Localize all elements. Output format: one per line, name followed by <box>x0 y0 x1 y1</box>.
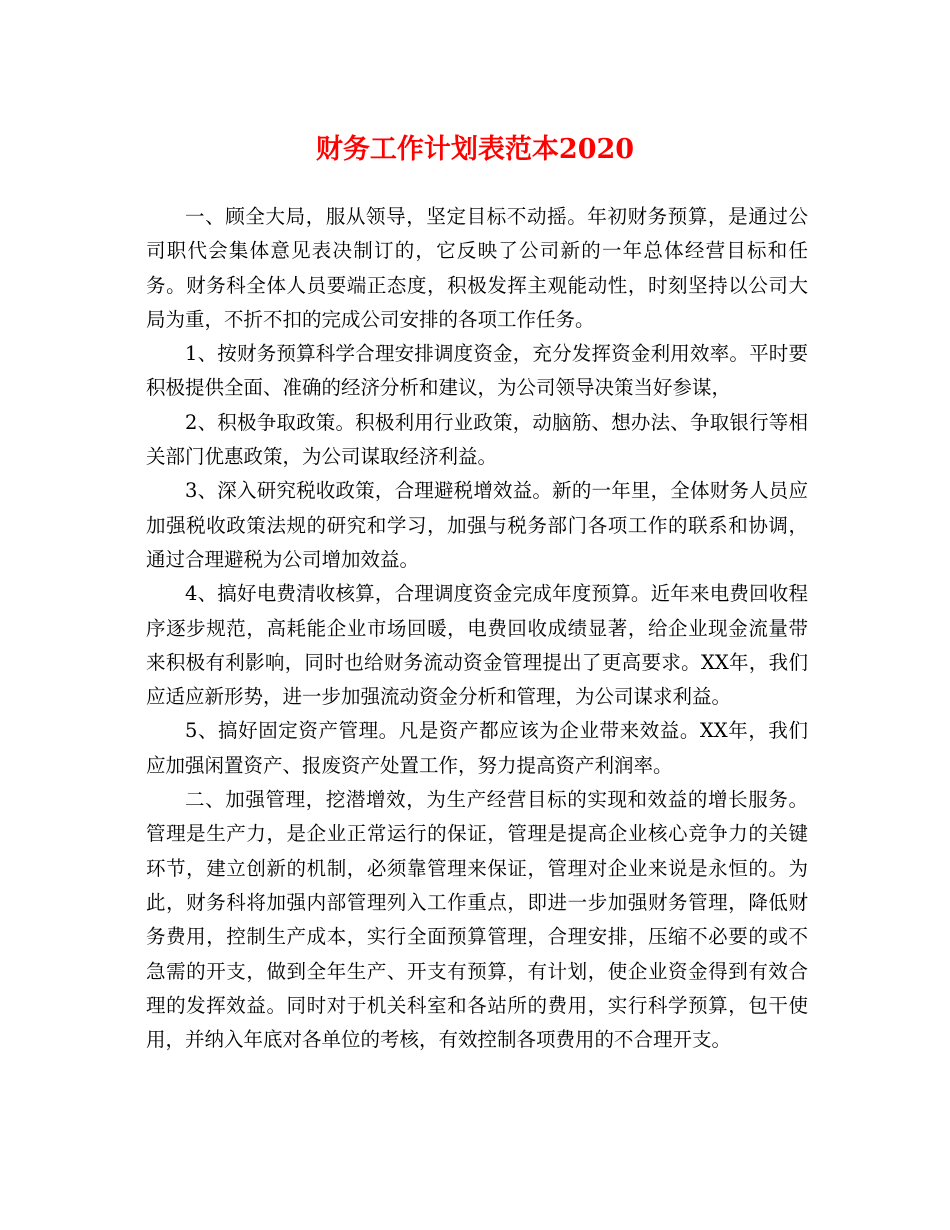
paragraph-item-5: 5、搞好固定资产管理。凡是资产都应该为企业带来效益。XX年，我们应加强闲置资产、报废资产处置工作，努力提高资产利润率。 <box>146 719 808 777</box>
paragraph-item-2: 2、积极争取政策。积极利用行业政策，动脑筋、想办法、争取银行等相关部门优惠政策，为公司谋取经济利益。 <box>146 410 808 469</box>
paragraph-management: 二、加强管理，挖潜增效，为生产经营目标的实现和效益的增长服务。管理是生产力，是企业正常运行的保证，管理是提高企业核心竞争力的关键环节，建立创新的机制，必须靠管理来保证，管理对企业来说是永恒的。为此，财务科将加强内部管理列入工作重点，即进一步加强财务管理，降低财务费用，控制生产成本，实行全面预算管理，合理安排，压缩不必要的或不急需的开支，做到全年生产、开支有预算，有计划，使企业资金得到有效合理的发挥效益。同时对于机关科室和各站所的费用，实行科学预算，包干使用，并纳入年底对各单位的考核，有效控制各项费用的不合理开支。 <box>146 788 808 1052</box>
document-title: 财务工作计划表范本2020 <box>315 134 635 165</box>
paragraph-item-4: 4、搞好电费清收核算，合理调度资金完成年度预算。近年来电费回收程序逐步规范，高耗能企业市场回暖，电费回收成绩显著，给企业现金流量带来积极有利影响，同时也给财务流动资金管理提出了更高要求。XX年，我们应适应新形势，进一步加强流动资金分析和管理，为公司谋求利益。 <box>146 582 808 709</box>
paragraph-item-3: 3、深入研究税收政策，合理避税增效益。新的一年里，全体财务人员应加强税收政策法规的研究和学习，加强与税务部门各项工作的联系和协调，通过合理避税为公司增加效益。 <box>146 479 808 571</box>
paragraph-overview: 一、顾全大局，服从领导，坚定目标不动摇。年初财务预算，是通过公司职代会集体意见表决制订的，它反映了公司新的一年总体经营目标和任务。财务科全体人员要端正态度，积极发挥主观能动性，时刻坚持以公司大局为重，不折不扣的完成公司安排的各项工作任务。 <box>146 205 808 331</box>
document-body <box>146 200 808 1057</box>
paragraph-item-1: 1、按财务预算科学合理安排调度资金，充分发挥资金利用效率。平时要积极提供全面、准确的经济分析和建议，为公司领导决策当好参谋， <box>146 342 808 400</box>
